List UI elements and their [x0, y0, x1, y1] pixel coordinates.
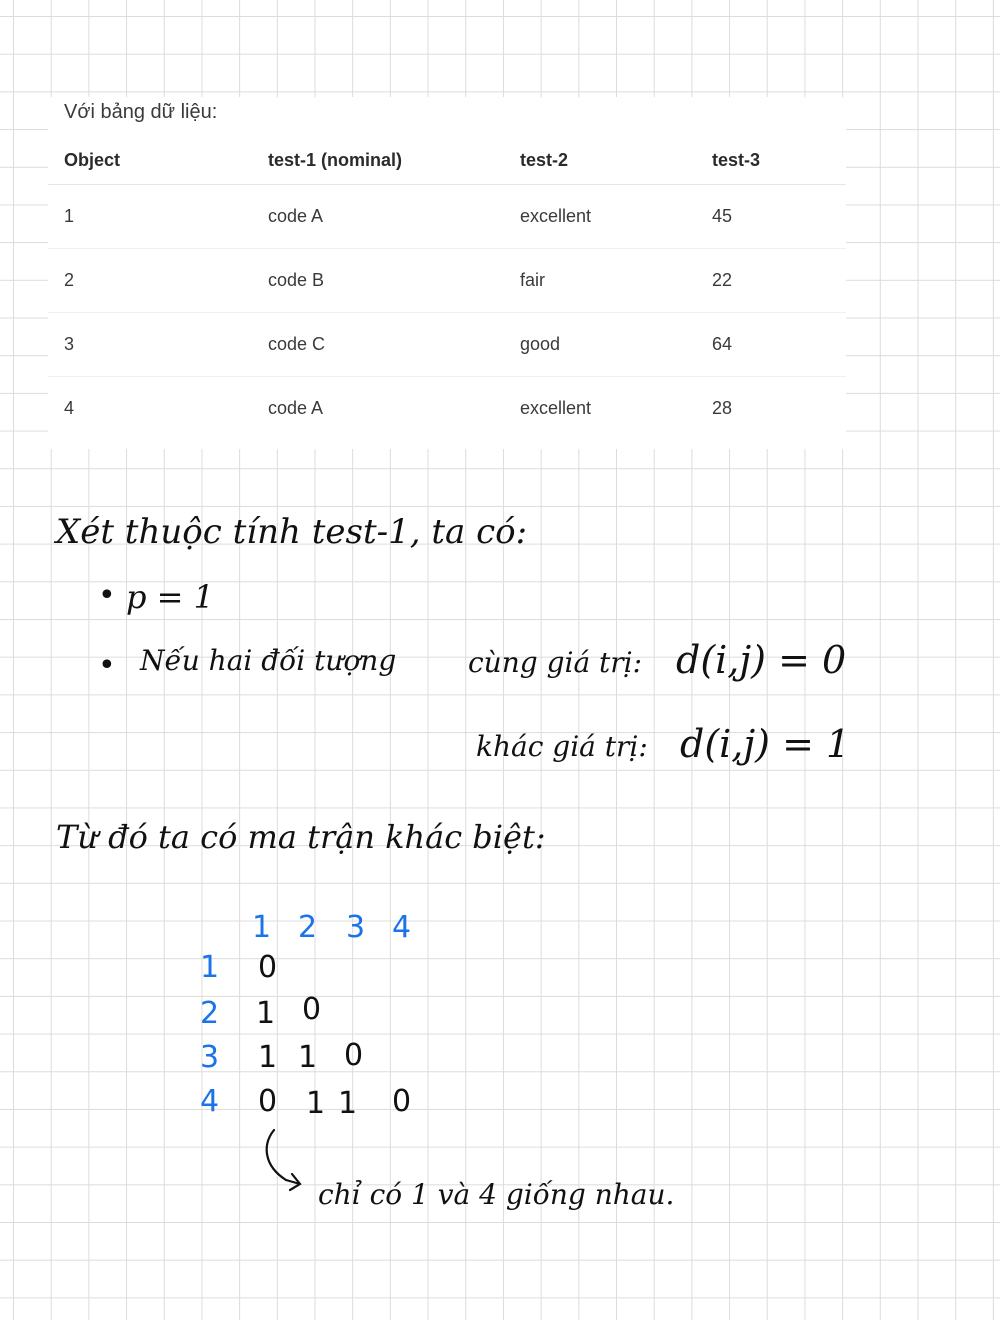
- annotation-text: chỉ có 1 và 4 giống nhau.: [318, 1178, 675, 1211]
- matrix-cell: 1: [338, 1086, 358, 1121]
- table-cell: excellent: [504, 185, 696, 249]
- same-value-formula: d(i,j) = 0: [676, 638, 847, 682]
- diff-value-formula: d(i,j) = 1: [680, 722, 851, 766]
- column-header: Object: [48, 137, 252, 185]
- table-cell: 28: [712, 398, 733, 418]
- matrix-row-label: 2: [200, 996, 220, 1031]
- intro-text: Với bảng dữ liệu:: [64, 101, 218, 123]
- matrix-cell: 0: [344, 1038, 364, 1073]
- matrix-cell: 1: [258, 1040, 278, 1075]
- table-cell: code B: [252, 249, 504, 313]
- table-cell: 22: [696, 249, 846, 313]
- table-cell: code A: [268, 398, 324, 418]
- table-cell: code C: [252, 313, 504, 377]
- conclusion-text: Từ đó ta có ma trận khác biệt:: [56, 818, 546, 856]
- table-cell: 2: [48, 249, 252, 313]
- table-cell: 3: [48, 313, 252, 377]
- matrix-row-label: 4: [200, 1084, 220, 1119]
- bullet-dot: •: [98, 578, 116, 613]
- table-cell: fair: [504, 249, 696, 313]
- column-header: test-3: [696, 137, 846, 185]
- matrix-cell: 0: [392, 1084, 412, 1119]
- matrix-cell: 1: [256, 996, 276, 1031]
- diff-value-label: khác giá trị:: [476, 730, 648, 763]
- bullet-p-value: p = 1: [126, 578, 214, 616]
- column-header: test-2: [504, 137, 696, 185]
- table-cell: code A: [252, 185, 504, 249]
- matrix-column-label: 4: [392, 910, 412, 945]
- bullet-condition: Nếu hai đối tượng: [140, 644, 397, 677]
- matrix-row-label: 1: [200, 950, 220, 985]
- column-header: test-1 (nominal): [252, 137, 504, 185]
- notes-heading: Xét thuộc tính test-1, ta có:: [56, 512, 528, 552]
- table-cell: good: [504, 313, 696, 377]
- bullet-dot: •: [98, 648, 116, 683]
- same-value-label: cùng giá trị:: [468, 646, 643, 679]
- table-cell: 4: [64, 398, 75, 418]
- matrix-row-label: 3: [200, 1040, 220, 1075]
- matrix-cell: 0: [258, 1084, 278, 1119]
- table-cell: 1: [48, 185, 252, 249]
- table-cell: 64: [696, 313, 846, 377]
- matrix-column-label: 2: [298, 910, 318, 945]
- matrix-cell: 0: [302, 992, 322, 1027]
- matrix-column-label: 3: [346, 910, 366, 945]
- table-cell: excellent: [520, 398, 592, 418]
- matrix-cell: 1: [298, 1040, 318, 1075]
- matrix-cell: 1: [306, 1086, 326, 1121]
- matrix-column-label: 1: [252, 910, 272, 945]
- table-cell: 45: [696, 185, 846, 249]
- matrix-cell: 0: [258, 950, 278, 985]
